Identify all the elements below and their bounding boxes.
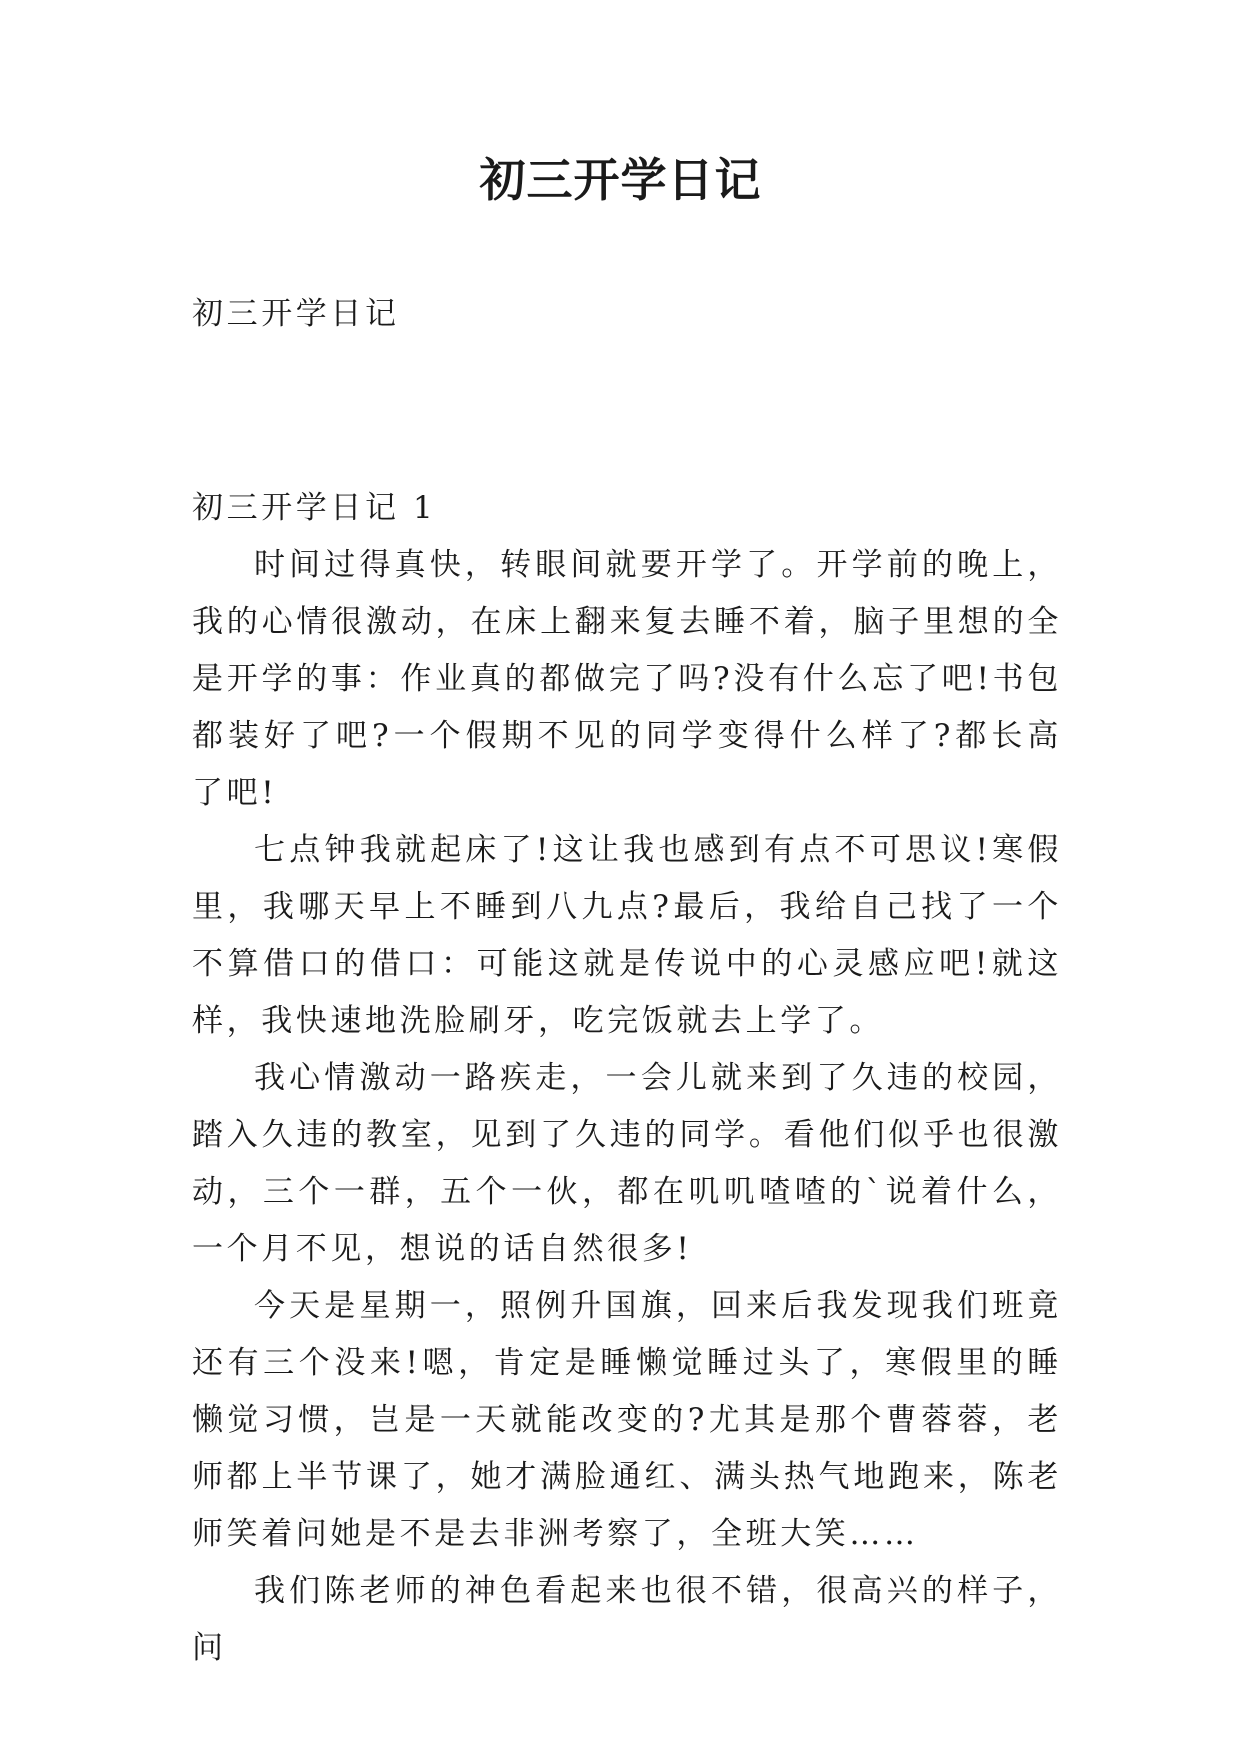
paragraph: 今天是星期一，照例升国旗，回来后我发现我们班竟还有三个没来!嗯，肯定是睡懒觉睡过头了，寒假里的睡懒觉习惯，岂是一天就能改变的?尤其是那个曹蓉蓉，老师都上半节课了，她才满脸通红、满头热气地跑来，陈老师笑着问她是不是去非洲考察了，全班大笑……	[192, 1288, 1062, 1552]
paragraph: 七点钟我就起床了!这让我也感到有点不可思议!寒假里，我哪天早上不睡到八九点?最后，我给自己找了一个不算借口的借口：可能这就是传说中的心灵感应吧!就这样，我快速地洗脸刷牙，吃完饭就去上学了。	[192, 832, 1062, 1039]
spacer	[192, 343, 1062, 480]
document-subtitle: 初三开学日记	[192, 296, 400, 332]
paragraph: 时间过得真快，转眼间就要开学了。开学前的晚上，我的心情很激动，在床上翻来复去睡不着，脑子里想的全是开学的事：作业真的都做完了吗?没有什么忘了吧!书包都装好了吧?一个假期不见的同学变得什么样了?都长高了吧!	[192, 547, 1062, 811]
paragraph: 我心情激动一路疾走，一会儿就来到了久违的校园，踏入久违的教室，见到了久违的同学。看他们似乎也很激动，三个一群，五个一伙，都在叽叽喳喳的`说着什么，一个月不见，想说的话自然很多!	[192, 1060, 1062, 1267]
section-heading: 初三开学日记 1	[192, 490, 437, 526]
paragraph: 我们陈老师的神色看起来也很不错，很高兴的样子，问	[192, 1573, 1062, 1666]
document-title: 初三开学日记	[479, 153, 762, 207]
document-body	[192, 286, 1062, 1677]
